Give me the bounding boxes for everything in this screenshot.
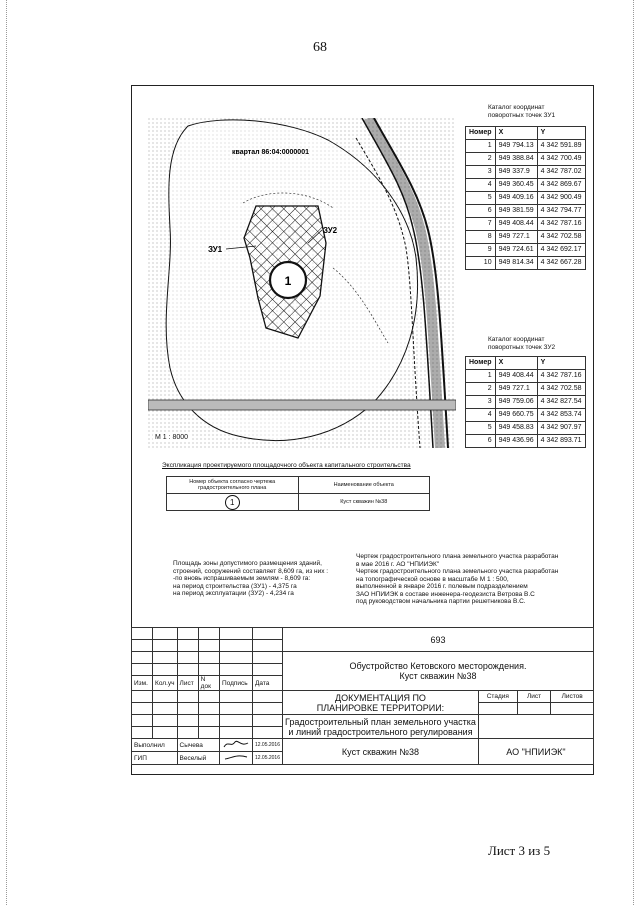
header-podpis: Подпись — [219, 676, 252, 691]
stage-label: Стадия — [478, 691, 517, 703]
explication-title: Экспликация проектируемого площадочного объекта капитального строительства — [162, 462, 411, 469]
table-row — [167, 494, 430, 511]
doc-title: ДОКУМЕНТАЦИЯ ПО ПЛАНИРОВКЕ ТЕРРИТОРИИ: — [283, 691, 479, 715]
zone-label-zu1: ЗУ1 — [208, 245, 223, 254]
authorship-note: Чертеж градостроительного плана земельного участка разработан в мае 2016 г. АО "НПИИЭК" Чертеж градостроительного плана земельного участка разработан на топографической основе в масштабе М 1 : 500, выполненной в январе 2016 г. полевым подразделением ЗАО НПИИЭК в составе инженера-геодезиста Ветрова В.С под руководством начальника партии решетникова В.С. — [356, 553, 559, 605]
table-row: 10 949 814.34 4 342 667.28 — [466, 257, 586, 270]
zone-label-zu2: ЗУ2 — [323, 226, 338, 235]
header-data: Дата — [252, 676, 282, 691]
project-title: Обустройство Кетовского месторождения. Куст скважин №38 — [283, 652, 594, 691]
table-row: 6 949 381.59 4 342 794.77 — [466, 205, 586, 218]
table-row: 7 949 408.44 4 342 787.16 — [466, 218, 586, 231]
col-header: Y — [537, 127, 585, 140]
table-row: 3 949 337.9 4 342 787.02 — [466, 166, 586, 179]
object-number-label: 1 — [284, 274, 292, 288]
col-header: X — [495, 357, 537, 370]
col-header: Номер — [466, 357, 496, 370]
right-scan-edge — [633, 0, 635, 905]
col-header: Y — [537, 357, 585, 370]
sheets-label: Листов — [551, 691, 594, 703]
header-izm: Изм. — [132, 676, 153, 691]
header-ndok: N док — [198, 676, 219, 691]
table-row: 6 949 436.96 4 342 893.71 — [466, 435, 586, 448]
role-performer: Выполнил — [132, 739, 178, 752]
kvartal-label: квартал 86:04:0000001 — [232, 149, 309, 156]
table-row: 1 949 794.13 4 342 591.89 — [466, 140, 586, 153]
table-row: 5 949 458.83 4 342 907.97 — [466, 422, 586, 435]
bottom-name: Куст скважин №38 — [283, 739, 479, 765]
name-performer: Сычева — [177, 739, 219, 752]
header-kol: Кол.уч — [153, 676, 178, 691]
table-row: 2 949 388.84 4 342 700.49 — [466, 153, 586, 166]
table-row: 4 949 660.75 4 342 853.74 — [466, 409, 586, 422]
table-row: 3 949 759.06 4 342 827.54 — [466, 396, 586, 409]
signature-performer — [219, 739, 252, 752]
title-block — [131, 627, 594, 765]
sheet-label: Лист — [517, 691, 551, 703]
catalog-zu2-table — [465, 356, 586, 448]
left-scan-edge — [6, 0, 8, 905]
area-note: Площадь зоны допустимого размещения зданий, строений, сооружений составляет 8,609 га, из них : -по вновь испрашиваемым землям - 8,609 га: на период строительства (ЗУ1) - 4,375 га на период эксплуатации (ЗУ2) - 4,234 га — [173, 560, 329, 597]
table-row: 2 949 727.1 4 342 702.58 — [466, 383, 586, 396]
explication-col1-header: Номер объекта согласно чертежа градостроительного плана — [167, 477, 299, 494]
explication-col2-header: Наименование объекта — [298, 477, 430, 494]
header-list: Лист — [177, 676, 198, 691]
catalog-zu2-title: Каталог координат поворотных точек ЗУ2 — [488, 336, 556, 351]
object-name: Куст скважин №38 — [298, 494, 430, 511]
explication-table — [166, 476, 430, 511]
organization: АО "НПИИЭК" — [478, 739, 593, 765]
object-number-badge: 1 — [225, 495, 240, 510]
table-row: 5 949 409.16 4 342 900.49 — [466, 192, 586, 205]
name-chief: Веселый — [177, 752, 219, 765]
signature-chief — [219, 752, 252, 765]
catalog-zu1-table — [465, 126, 586, 270]
document-code: 693 — [283, 628, 594, 652]
col-header: X — [495, 127, 537, 140]
map-scale: M 1 : 8000 — [155, 434, 189, 441]
table-row: 4 949 360.45 4 342 869.67 — [466, 179, 586, 192]
table-row: 8 949 727.1 4 342 702.58 — [466, 231, 586, 244]
role-chief: ГИП — [132, 752, 178, 765]
page-number: 68 — [313, 40, 327, 55]
table-row: 9 949 724.61 4 342 692.17 — [466, 244, 586, 257]
sheet-title: Градостроительный план земельного участка и линий градостроительного регулирования — [283, 715, 479, 739]
sheet-counter: Лист 3 из 5 — [488, 843, 551, 858]
table-row: 1 949 408.44 4 342 787.16 — [466, 370, 586, 383]
date-chief: 12.05.2016 — [252, 752, 282, 765]
catalog-zu1-title: Каталог координат поворотных точек ЗУ1 — [488, 104, 556, 119]
col-header: Номер — [466, 127, 496, 140]
date-performer: 12.05.2016 — [252, 739, 282, 752]
site-plan-map — [148, 118, 456, 448]
